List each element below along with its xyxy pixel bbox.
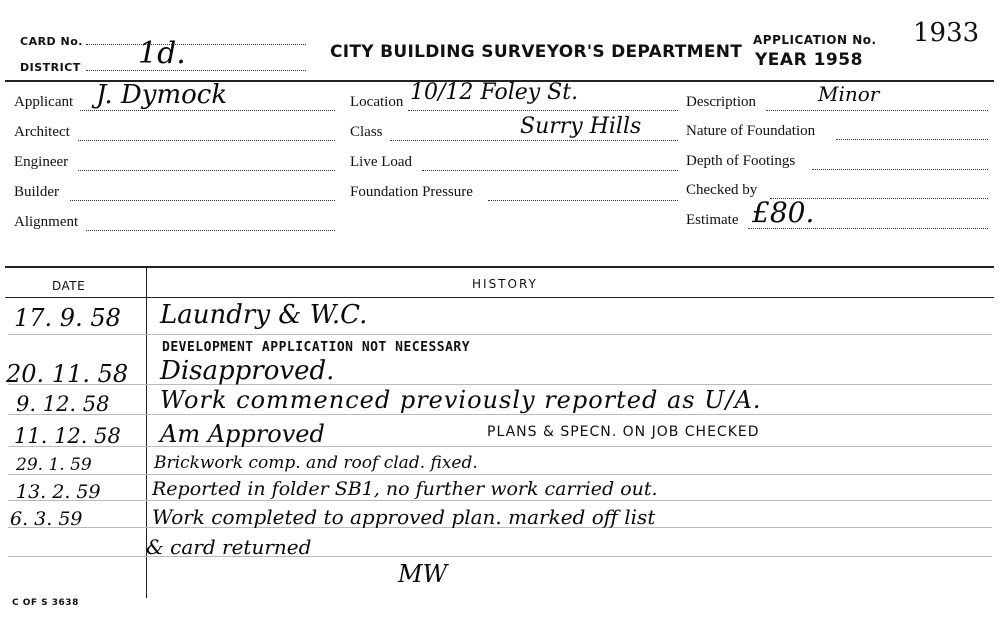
clerk-initials: MW <box>398 560 448 588</box>
description-line <box>766 110 988 111</box>
application-no-label: APPLICATION No. <box>753 33 877 47</box>
foundation-pressure-label: Foundation Pressure <box>350 184 473 200</box>
year-label: YEAR 1958 <box>755 50 863 70</box>
architect-line <box>78 140 335 141</box>
history-entry: Reported in folder SB1, no further work carried out. <box>152 478 658 500</box>
location-line <box>408 110 678 111</box>
row-line <box>8 500 992 501</box>
date-column-header: DATE <box>52 279 86 293</box>
applicant-label: Applicant <box>14 94 74 110</box>
history-entry: Laundry & W.C. <box>160 300 368 330</box>
foundation-pressure-line <box>488 200 678 201</box>
form-code: C OF S 3638 <box>12 598 79 608</box>
card-no-line <box>86 44 306 45</box>
live-load-line <box>422 170 678 171</box>
district-line <box>86 70 306 71</box>
application-no-value: 1933 <box>913 18 980 48</box>
district-value: 1d. <box>138 36 186 71</box>
location-label: Location <box>350 94 404 110</box>
live-load-label: Live Load <box>350 154 413 170</box>
builder-label: Builder <box>14 184 59 200</box>
history-entry: Am Approved <box>160 420 325 448</box>
history-date: 13. 2. 59 <box>16 481 101 503</box>
card-no-label: CARD No. <box>20 35 83 48</box>
history-date: 11. 12. 58 <box>14 424 121 448</box>
applicant-value: J. Dymock <box>96 80 228 110</box>
architect-label: Architect <box>14 124 70 140</box>
description-value: Minor <box>818 82 880 106</box>
history-entry: Work commenced previously reported as U/A. <box>160 386 762 414</box>
class-label: Class <box>350 124 383 140</box>
location-suburb: Surry Hills <box>520 114 642 139</box>
history-entry: Disapproved. <box>160 356 335 386</box>
history-entry: & card returned <box>146 535 312 559</box>
description-label: Description <box>686 94 756 110</box>
department-title: CITY BUILDING SURVEYOR'S DEPARTMENT <box>330 42 743 62</box>
district-label: DISTRICT <box>20 61 81 74</box>
depth-of-footings-label: Depth of Footings <box>686 153 796 169</box>
engineer-label: Engineer <box>14 154 69 170</box>
row-line <box>8 334 992 335</box>
history-date: 20. 11. 58 <box>6 360 129 388</box>
nature-of-foundation-line <box>836 139 988 140</box>
history-date: 6. 3. 59 <box>10 508 83 530</box>
row-line <box>8 474 992 475</box>
history-stamp: DEVELOPMENT APPLICATION NOT NECESSARY <box>162 340 471 355</box>
row-line <box>8 446 992 447</box>
history-header-rule <box>5 297 994 298</box>
nature-of-foundation-label: Nature of Foundation <box>686 123 816 139</box>
estimate-label: Estimate <box>686 212 739 228</box>
history-entry: Work completed to approved plan. marked off list <box>152 505 656 529</box>
builder-line <box>70 200 335 201</box>
history-column-header: HISTORY <box>472 277 538 291</box>
history-date: 9. 12. 58 <box>16 392 110 416</box>
alignment-line <box>86 230 335 231</box>
history-entry: Brickwork comp. and roof clad. fixed. <box>154 453 478 473</box>
depth-of-footings-line <box>812 169 988 170</box>
history-date: 17. 9. 58 <box>14 304 121 332</box>
history-typed-note: PLANS & SPECN. ON JOB CHECKED <box>487 424 760 440</box>
applicant-line <box>80 110 335 111</box>
class-line <box>390 140 678 141</box>
alignment-label: Alignment <box>14 214 79 230</box>
history-date: 29. 1. 59 <box>16 455 92 475</box>
row-line <box>8 384 992 385</box>
checked-by-label: Checked by <box>686 182 758 198</box>
row-line <box>8 414 992 415</box>
history-top-rule <box>5 266 994 268</box>
engineer-line <box>78 170 335 171</box>
location-value: 10/12 Foley St. <box>410 80 579 105</box>
estimate-value: £80. <box>752 196 815 229</box>
